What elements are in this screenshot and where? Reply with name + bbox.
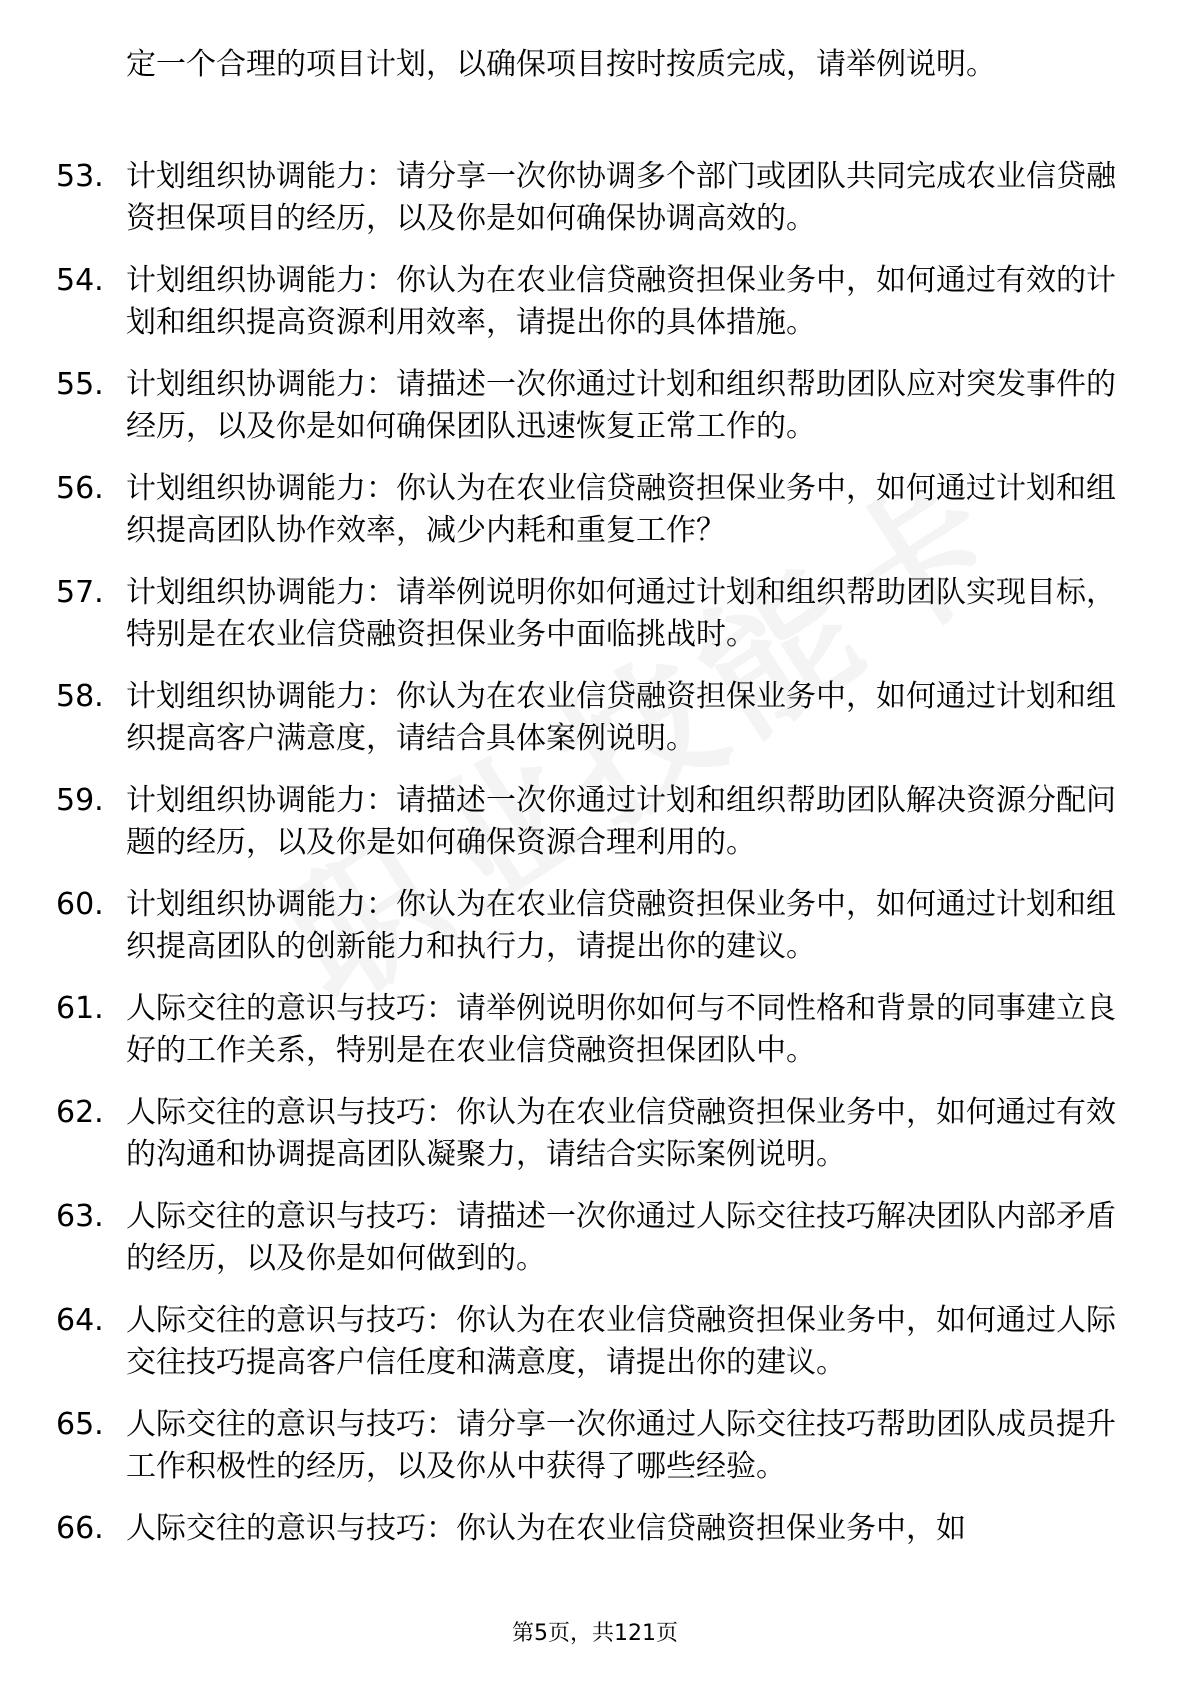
question-text: 计划组织协调能力：你认为在农业信贷融资担保业务中，如何通过计划和组织提高团队的创新能力和执行力，请提出你的建议。 [126, 887, 1116, 964]
question-text: 人际交往的意识与技巧：请举例说明你如何与不同性格和背景的同事建立良好的工作关系，特别是在农业信贷融资担保团队中。 [126, 991, 1116, 1068]
question-item [0, 780, 1190, 864]
question-item [0, 260, 1190, 344]
question-item [0, 1300, 1190, 1384]
question-item [0, 1092, 1190, 1176]
question-number: 53. [56, 159, 104, 194]
question-text: 计划组织协调能力：你认为在农业信贷融资担保业务中，如何通过计划和组织提高团队协作效率，减少内耗和重复工作？ [126, 471, 1116, 548]
page-footer: 第5页，共121页 [512, 1621, 678, 1646]
question-text: 计划组织协调能力：请分享一次你协调多个部门或团队共同完成农业信贷融资担保项目的经历，以及你是如何确保协调高效的。 [126, 159, 1116, 236]
question-number: 62. [56, 1095, 104, 1130]
question-text: 人际交往的意识与技巧：请描述一次你通过人际交往技巧解决团队内部矛盾的经历，以及你是如何做到的。 [126, 1199, 1116, 1276]
question-item [0, 1404, 1190, 1488]
question-item [0, 572, 1190, 656]
question-item [0, 1508, 1190, 1550]
question-item [0, 468, 1190, 552]
question-text: 人际交往的意识与技巧：你认为在农业信贷融资担保业务中，如何通过人际交往技巧提高客户信任度和满意度，请提出你的建议。 [126, 1303, 1116, 1380]
question-number: 57. [56, 575, 104, 610]
question-number: 56. [56, 471, 104, 506]
question-list [0, 156, 1190, 1570]
question-item [0, 156, 1190, 240]
question-number: 63. [56, 1199, 104, 1234]
question-item [0, 676, 1190, 760]
question-number: 65. [56, 1407, 104, 1442]
question-text: 计划组织协调能力：请描述一次你通过计划和组织帮助团队解决资源分配问题的经历，以及你是如何确保资源合理利用的。 [126, 783, 1116, 860]
question-text: 计划组织协调能力：请举例说明你如何通过计划和组织帮助团队实现目标，特别是在农业信贷融资担保业务中面临挑战时。 [126, 575, 1116, 652]
question-item [0, 884, 1190, 968]
question-text: 人际交往的意识与技巧：你认为在农业信贷融资担保业务中，如 [126, 1511, 966, 1546]
question-text: 计划组织协调能力：你认为在农业信贷融资担保业务中，如何通过有效的计划和组织提高资源利用效率，请提出你的具体措施。 [126, 263, 1116, 340]
question-item [0, 988, 1190, 1072]
question-number: 66. [56, 1511, 104, 1546]
question-number: 59. [56, 783, 104, 818]
question-item [0, 364, 1190, 448]
question-text: 计划组织协调能力：你认为在农业信贷融资担保业务中，如何通过计划和组织提高客户满意度，请结合具体案例说明。 [126, 679, 1116, 756]
question-number: 58. [56, 679, 104, 714]
question-item [0, 1196, 1190, 1280]
question-number: 55. [56, 367, 104, 402]
question-text: 人际交往的意识与技巧：你认为在农业信贷融资担保业务中，如何通过有效的沟通和协调提高团队凝聚力，请结合实际案例说明。 [126, 1095, 1116, 1172]
question-text: 人际交往的意识与技巧：请分享一次你通过人际交往技巧帮助团队成员提升工作积极性的经历，以及你从中获得了哪些经验。 [126, 1407, 1116, 1484]
question-continuation: 定一个合理的项目计划，以确保项目按时按质完成，请举例说明。 [126, 47, 996, 82]
question-text: 计划组织协调能力：请描述一次你通过计划和组织帮助团队应对突发事件的经历，以及你是如何确保团队迅速恢复正常工作的。 [126, 367, 1116, 444]
question-number: 54. [56, 263, 104, 298]
question-number: 60. [56, 887, 104, 922]
question-number: 64. [56, 1303, 104, 1338]
question-number: 61. [56, 991, 104, 1026]
